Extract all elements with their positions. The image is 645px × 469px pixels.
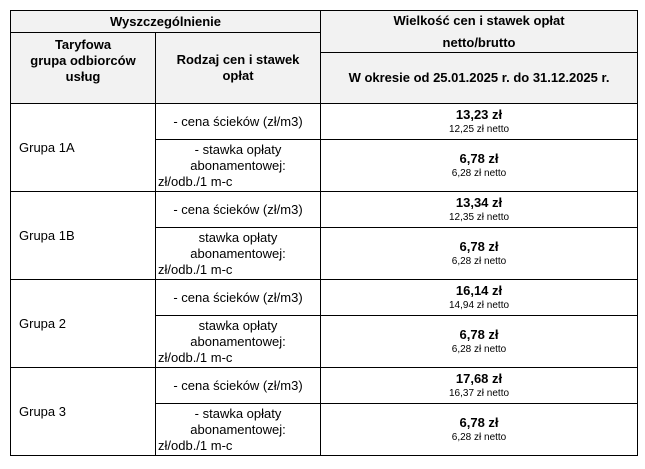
price-net: 14,94 zł netto bbox=[448, 300, 510, 311]
fee-value bbox=[321, 140, 638, 192]
table-row bbox=[11, 104, 638, 140]
fee-label bbox=[156, 316, 321, 368]
fee-label-line-1: stawka opłaty bbox=[198, 317, 278, 333]
fee-label bbox=[156, 404, 321, 456]
fee-label-line-1: - stawka opłaty bbox=[194, 141, 282, 157]
group-column-header-line-3: usług bbox=[65, 69, 101, 84]
price-value bbox=[321, 104, 638, 140]
value-header-line-2: netto/brutto bbox=[442, 34, 516, 50]
fee-label-line-2: abonamentowej: bbox=[190, 421, 286, 437]
fee-label-line-3: zł/odb./1 m-c bbox=[158, 349, 233, 365]
group-name: Grupa 3 bbox=[11, 368, 156, 456]
fee-value bbox=[321, 316, 638, 368]
spec-header: Wyszczególnienie bbox=[11, 11, 321, 33]
table-row bbox=[11, 368, 638, 404]
group-column-header bbox=[11, 33, 156, 104]
kind-column-header-line-2: opłat bbox=[222, 68, 254, 83]
fee-label bbox=[156, 140, 321, 192]
fee-label bbox=[156, 228, 321, 280]
price-label: - cena ścieków (zł/m3) bbox=[156, 104, 321, 140]
period-header: W okresie od 25.01.2025 r. do 31.12.2025 r. bbox=[321, 53, 638, 104]
price-gross: 13,34 zł bbox=[455, 195, 503, 210]
price-gross: 16,14 zł bbox=[455, 283, 503, 298]
value-header-line-1: Wielkość cen i stawek opłat bbox=[393, 12, 565, 28]
group-name: Grupa 1B bbox=[11, 192, 156, 280]
kind-column-header-line-1: Rodzaj cen i stawek bbox=[176, 52, 300, 67]
fee-gross: 6,78 zł bbox=[459, 415, 499, 430]
fee-label-line-3: zł/odb./1 m-c bbox=[158, 261, 233, 277]
price-value bbox=[321, 368, 638, 404]
kind-column-header bbox=[156, 33, 321, 104]
price-net: 12,25 zł netto bbox=[448, 124, 510, 135]
group-column-header-line-2: grupa odbiorców bbox=[30, 53, 136, 68]
fee-net: 6,28 zł netto bbox=[451, 344, 507, 355]
price-label: - cena ścieków (zł/m3) bbox=[156, 368, 321, 404]
fee-label-line-2: abonamentowej: bbox=[190, 157, 286, 173]
price-net: 12,35 zł netto bbox=[448, 212, 510, 223]
fee-gross: 6,78 zł bbox=[459, 151, 499, 166]
price-label: - cena ścieków (zł/m3) bbox=[156, 280, 321, 316]
fee-gross: 6,78 zł bbox=[459, 327, 499, 342]
fee-label-line-2: abonamentowej: bbox=[190, 333, 286, 349]
fee-label-line-2: abonamentowej: bbox=[190, 245, 286, 261]
fee-label-line-1: - stawka opłaty bbox=[194, 405, 282, 421]
fee-label-line-3: zł/odb./1 m-c bbox=[158, 437, 233, 453]
fee-label-line-1: stawka opłaty bbox=[198, 229, 278, 245]
value-header bbox=[321, 11, 638, 53]
price-net: 16,37 zł netto bbox=[448, 388, 510, 399]
fee-net: 6,28 zł netto bbox=[451, 256, 507, 267]
price-value bbox=[321, 192, 638, 228]
table-row bbox=[11, 192, 638, 228]
fee-value bbox=[321, 228, 638, 280]
fee-value bbox=[321, 404, 638, 456]
fee-gross: 6,78 zł bbox=[459, 239, 499, 254]
price-gross: 17,68 zł bbox=[455, 371, 503, 386]
price-label: - cena ścieków (zł/m3) bbox=[156, 192, 321, 228]
fee-label-line-3: zł/odb./1 m-c bbox=[158, 173, 233, 189]
table-row bbox=[11, 280, 638, 316]
price-gross: 13,23 zł bbox=[455, 107, 503, 122]
fee-net: 6,28 zł netto bbox=[451, 432, 507, 443]
tariff-table bbox=[10, 10, 638, 456]
price-value bbox=[321, 280, 638, 316]
group-name: Grupa 2 bbox=[11, 280, 156, 368]
group-name: Grupa 1A bbox=[11, 104, 156, 192]
group-column-header-line-1: Taryfowa bbox=[54, 37, 112, 52]
fee-net: 6,28 zł netto bbox=[451, 168, 507, 179]
